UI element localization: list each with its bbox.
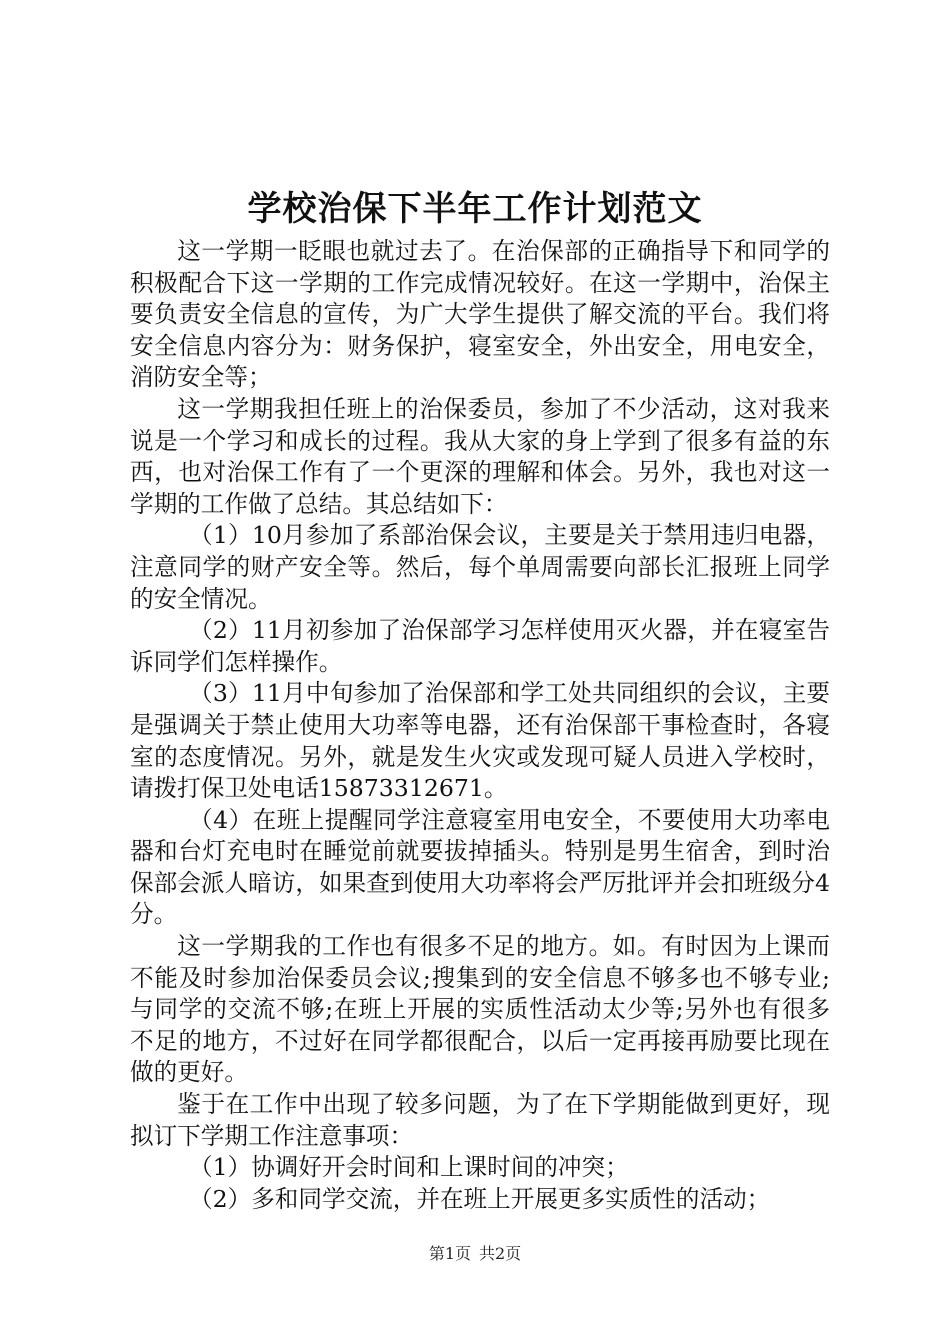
paragraph-intro: 这一学期一眨眼也就过去了。在治保部的正确指导下和同学的积极配合下这一学期的工作完成情况较好。在这一学期中，治保主要负责安全信息的宣传，为广大学生提供了解交流的平台。我们将安全信息内容分为：财务保护，寝室安全，外出安全，用电安全，消防安全等； (130, 237, 830, 392)
paragraph-item-4: （4）在班上提醒同学注意寝室用电安全，不要使用大功率电器和台灯充电时在睡觉前就要拔掉插头。特别是男生宿舍，到时治保部会派人暗访，如果查到使用大功率将会严厉批评并会扣班级分4分。 (130, 805, 830, 929)
document-body (130, 236, 830, 1215)
paragraph-shortcomings: 这一学期我的工作也有很多不足的地方。如。有时因为上课而不能及时参加治保委员会议;搜集到的安全信息不够多也不够专业;与同学的交流不够;在班上开展的实质性活动太少等;另外也有很多不足的地方，不过好在同学都很配合，以后一定再接再励要比现在做的更好。 (130, 932, 830, 1087)
paragraph-plan-1: （1）协调好开会时间和上课时间的冲突； (189, 1153, 629, 1182)
paragraph-plan-intro: 鉴于在工作中出现了较多问题，为了在下学期能做到更好，现拟订下学期工作注意事项： (130, 1090, 830, 1150)
paragraph-item-1: （1）10月参加了系部治保会议，主要是关于禁用违归电器，注意同学的财产安全等。然后，每个单周需要向部长汇报班上同学的安全情况。 (130, 521, 830, 613)
paragraph-item-2: （2）11月初参加了治保部学习怎样使用灭火器，并在寝室告诉同学们怎样操作。 (130, 616, 830, 676)
page-footer (0, 1242, 950, 1266)
paragraph-plan-2: （2）多和同学交流，并在班上开展更多实质性的活动； (189, 1184, 771, 1213)
page-total: 共2页 (479, 1244, 522, 1263)
paragraph-role: 这一学期我担任班上的治保委员，参加了不少活动，这对我来说是一个学习和成长的过程。我从大家的身上学到了很多有益的东西，也对治保工作有了一个更深的理解和体会。另外，我也对这一学期的工作做了总结。其总结如下： (130, 394, 830, 518)
document-title: 学校治保下半年工作计划范文 (247, 189, 703, 229)
page-number: 第1页 (428, 1244, 471, 1263)
paragraph-item-3: （3）11月中旬参加了治保部和学工处共同组织的会议，主要是强调关于禁止使用大功率等电器，还有治保部干事检查时，各寝室的态度情况。另外，就是发生火灾或发现可疑人员进入学校时，请拨打保卫处电话15873312671。 (130, 679, 830, 803)
